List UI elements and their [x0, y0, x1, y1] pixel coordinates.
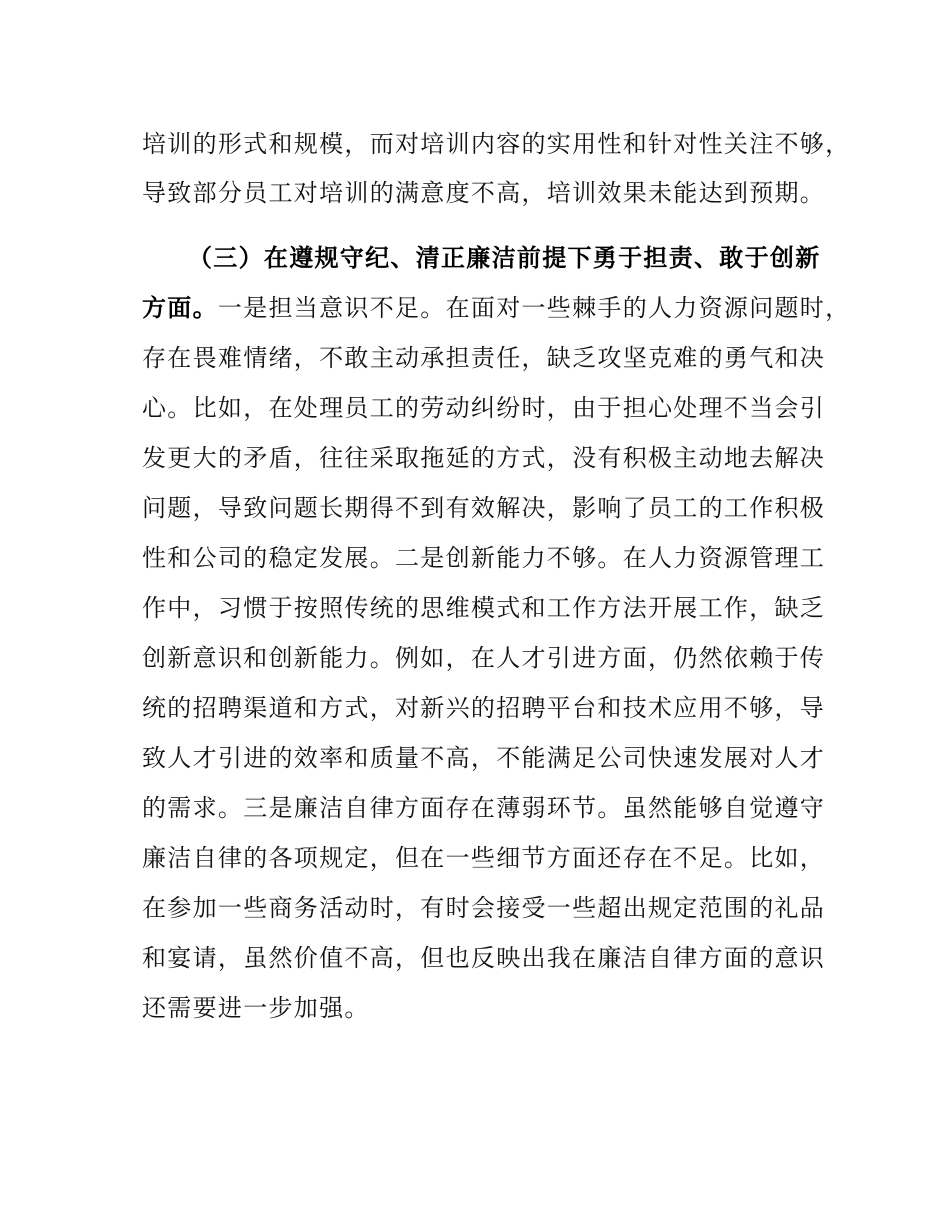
- text-line: 在参加一些商务活动时，有时会接受一些超出规定范围的礼品: [142, 894, 826, 922]
- text-line: 和宴请，虽然价值不高，但也反映出我在廉洁自律方面的意识: [142, 944, 826, 972]
- text-line: 发更大的矛盾，往往采取拖延的方式，没有积极主动地去解决: [142, 444, 826, 472]
- text-line: 的需求。三是廉洁自律方面存在薄弱环节。虽然能够自觉遵守: [142, 794, 826, 822]
- text-line: 存在畏难情绪，不敢主动承担责任，缺乏攻坚克难的勇气和决: [142, 344, 826, 372]
- text-line: 致人才引进的效率和质量不高，不能满足公司快速发展对人才: [142, 744, 826, 772]
- text-line: 创新意识和创新能力。例如，在人才引进方面，仍然依赖于传: [142, 644, 826, 672]
- text-line: 培训的形式和规模，而对培训内容的实用性和针对性关注不够，: [142, 130, 851, 158]
- text-line-rest: 一是担当意识不足。在面对一些棘手的人力资源问题时，: [217, 294, 851, 322]
- text-line: 导致部分员工对培训的满意度不高，培训效果未能达到预期。: [142, 179, 826, 207]
- text-line: 廉洁自律的各项规定，但在一些细节方面还存在不足。比如，: [142, 844, 826, 872]
- text-line: 作中，习惯于按照传统的思维模式和工作方法开展工作，缺乏: [142, 594, 826, 622]
- text-line: 还需要进一步加强。: [142, 994, 370, 1022]
- text-line: 心。比如，在处理员工的劳动纠纷时，由于担心处理不当会引: [142, 394, 826, 422]
- text-line: [142, 291, 850, 325]
- section-heading: （三）在遵规守纪、清正廉洁前提下勇于担责、敢于创新: [188, 244, 821, 272]
- text-line: 统的招聘渠道和方式，对新兴的招聘平台和技术应用不够，导: [142, 694, 826, 722]
- text-line: 问题，导致问题长期得不到有效解决，影响了员工的工作积极: [142, 494, 826, 522]
- section-heading-end: 方面。: [142, 294, 218, 322]
- text-line: 性和公司的稳定发展。二是创新能力不够。在人力资源管理工: [142, 544, 826, 572]
